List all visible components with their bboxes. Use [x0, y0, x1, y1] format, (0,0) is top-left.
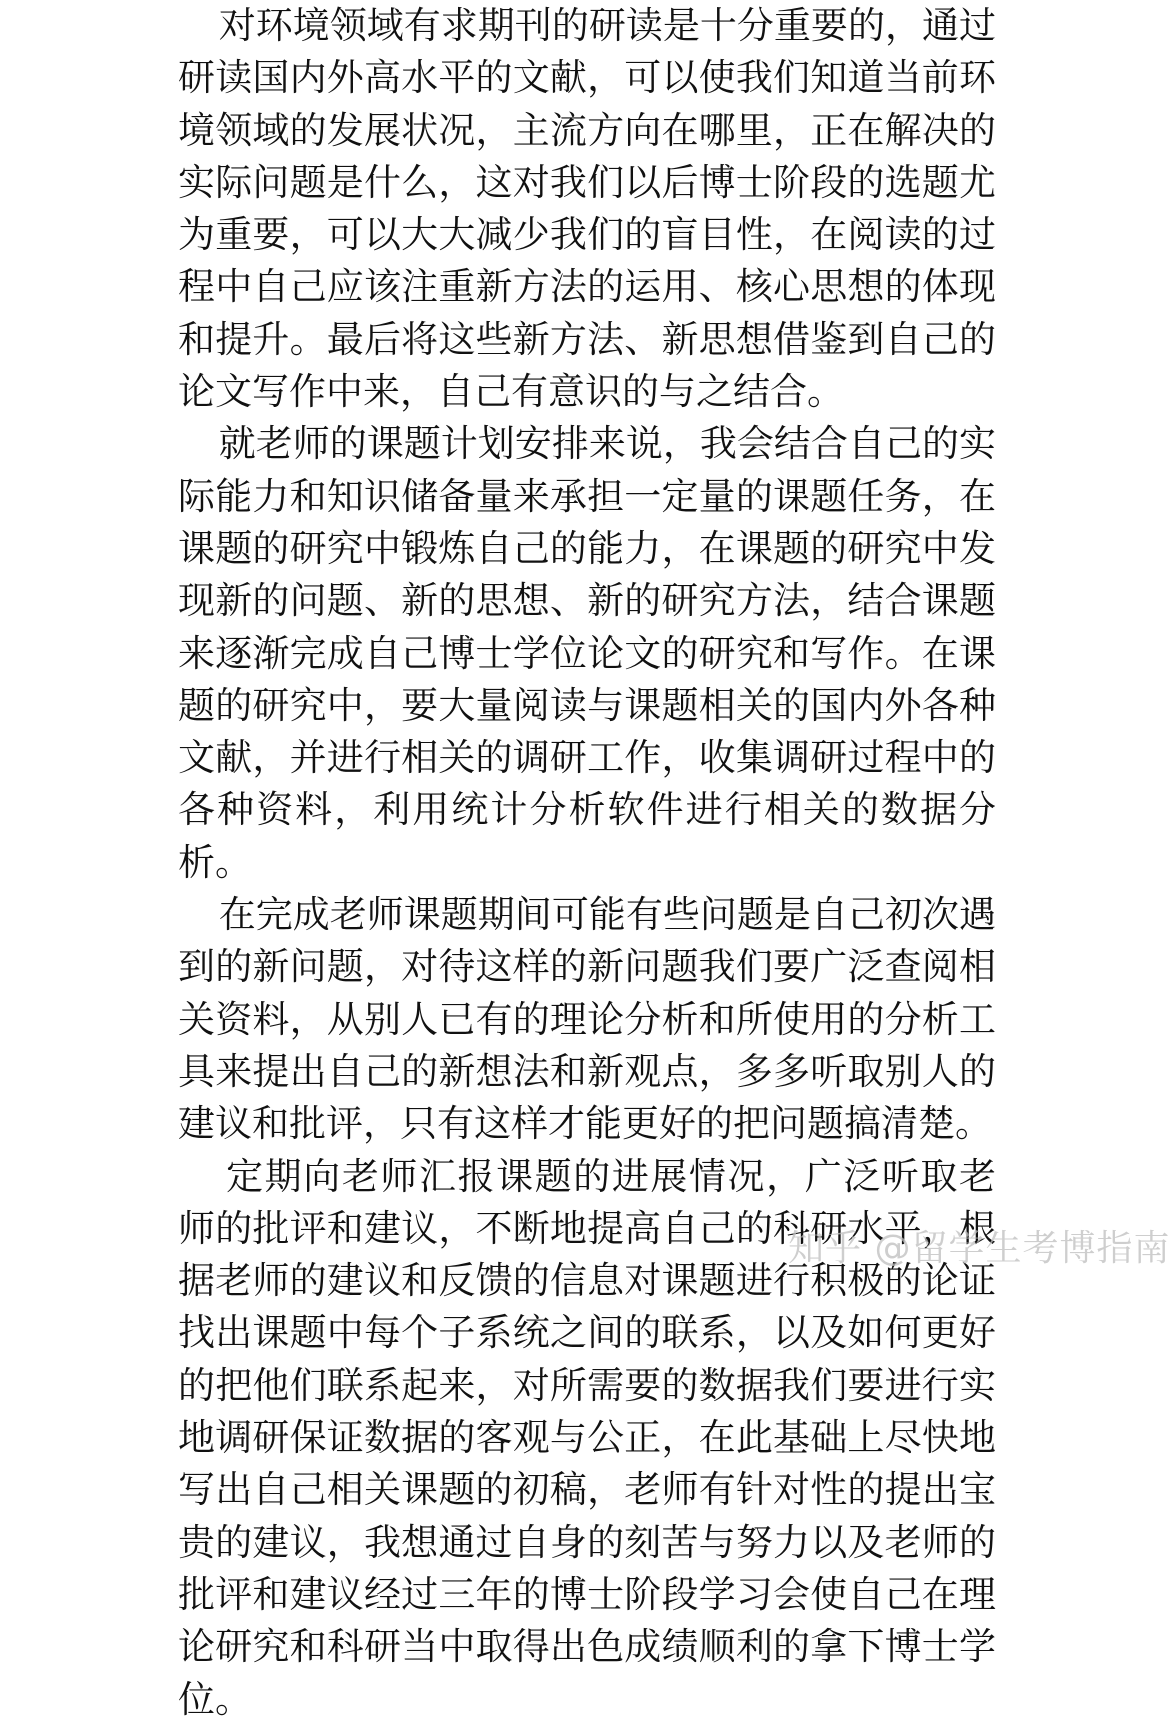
paragraph-1: 对环境领域有求期刊的研读是十分重要的，通过研读国内外高水平的文献，可以使我们知道当前环境领域的发展状况，主流方向在哪里，正在解决的实际问题是什么，这对我们以后博士阶段的选题尤为重要，可以大大减少我们的盲目性，在阅读的过程中自己应该注重新方法的运用、核心思想的体现和提升。最后将这些新方法、新思想借鉴到自己的论文写作中来，自己有意识的与之结合。 — [178, 4, 996, 414]
document-body — [178, 0, 996, 1726]
paragraph-2: 就老师的课题计划安排来说，我会结合自己的实际能力和知识储备量来承担一定量的课题任务，在课题的研究中锻炼自己的能力，在课题的研究中发现新的问题、新的思想、新的研究方法，结合课题来逐渐完成自己博士学位论文的研究和写作。在课题的研究中，要大量阅读与课题相关的国内外各种文献，并进行相关的调研工作，收集调研过程中的各种资料，利用统计分析软件进行相关的数据分析。 — [178, 422, 996, 884]
paragraph-3: 在完成老师课题期间可能有些问题是自己初次遇到的新问题，对待这样的新问题我们要广泛查阅相关资料，从别人已有的理论分析和所使用的分析工具来提出自己的新想法和新观点，多多听取别人的建议和批评，只有这样才能更好的把问题搞清楚。 — [178, 893, 996, 1146]
paragraph-4: 定期向老师汇报课题的进展情况，广泛听取老师的批评和建议，不断地提高自己的科研水平，根据老师的建议和反馈的信息对课题进行积极的论证找出课题中每个子系统之间的联系，以及如何更好的把他们联系起来，对所需要的数据我们要进行实地调研保证数据的客观与公正，在此基础上尽快地写出自己相关课题的初稿，老师有针对性的提出宝贵的建议，我想通过自身的刻苦与努力以及老师的批评和建议经过三年的博士阶段学习会使自己在理论研究和科研当中取得出色成绩顺利的拿下博士学位。 — [178, 1154, 996, 1721]
watermark: 知乎 @留学生考博指南 — [788, 1228, 1170, 1269]
